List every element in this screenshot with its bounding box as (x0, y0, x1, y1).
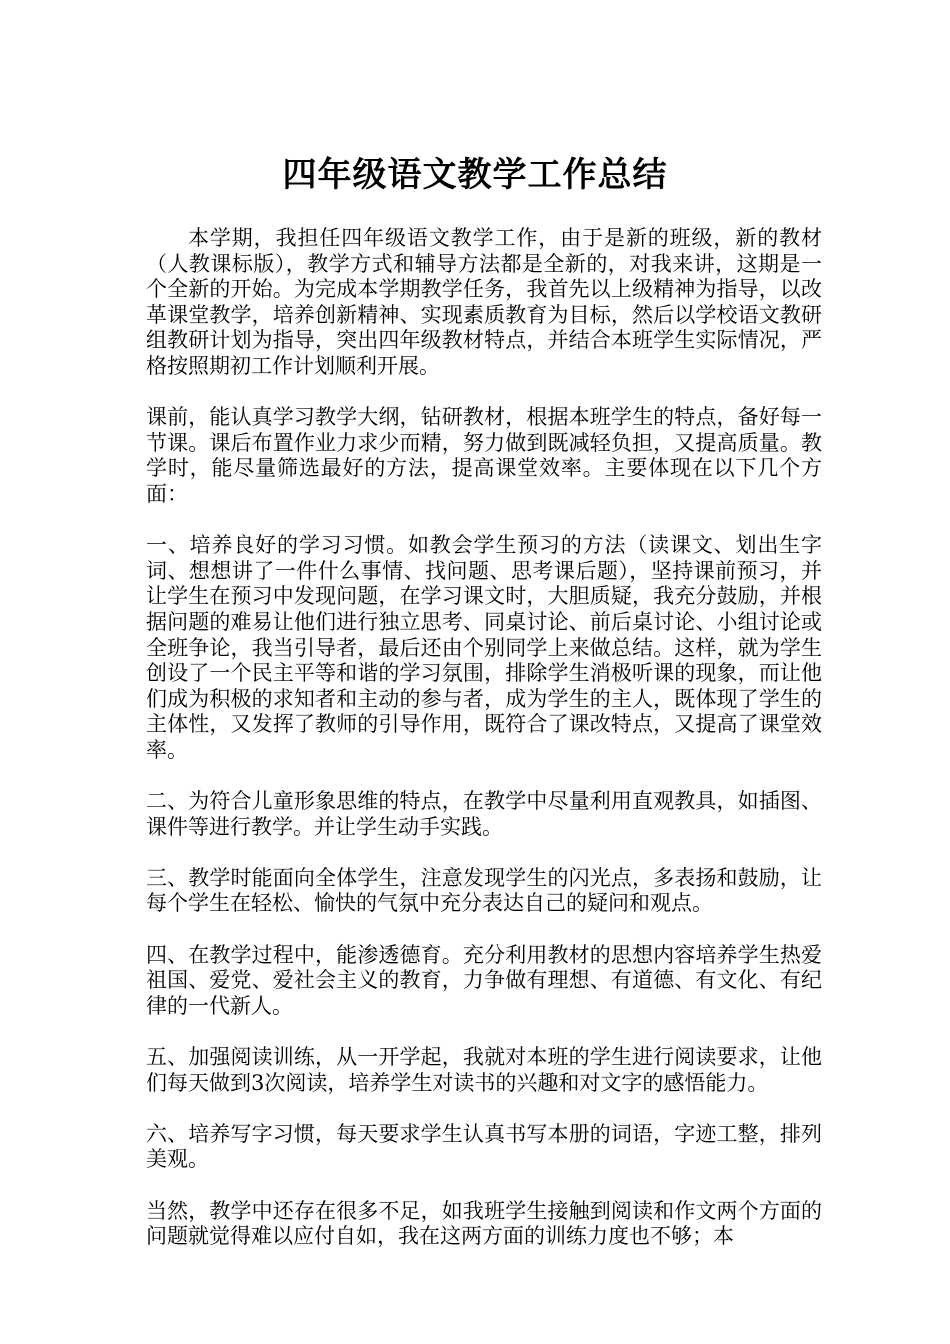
paragraph-point-2: 二、为符合儿童形象思维的特点，在教学中尽量利用直观教具，如插图、课件等进行教学。并让学生动手实践。 (146, 789, 822, 839)
paragraph-point-5: 五、加强阅读训练，从一开学起，我就对本班的学生进行阅读要求，让他们每天做到3次阅读，培养学生对读书的兴趣和对文字的感悟能力。 (146, 1045, 822, 1095)
paragraph-shortcomings: 当然，教学中还存在很多不足，如我班学生接触到阅读和作文两个方面的问题就觉得难以应付自如，我在这两方面的训练力度也不够；本 (146, 1198, 822, 1249)
document-body (146, 226, 822, 1275)
paragraph-point-1: 一、培养良好的学习习惯。如教会学生预习的方法（读课文、划出生字词、想想讲了一件什么事情、找问题、思考课后题），坚持课前预习，并让学生在预习中发现问题，在学习课文时，大胆质疑，我充分鼓励，并根据问题的难易让他们进行独立思考、同桌讨论、前后桌讨论、小组讨论或全班争论，我当引导者，最后还由个别同学上来做总结。这样，就为学生创设了一个民主平等和谐的学习氛围，排除学生消极听课的现象，而让他们成为积极的求知者和主动的参与者，成为学生的主人，既体现了学生的主体性，又发挥了教师的引导作用，既符合了课改特点，又提高了课堂效率。 (146, 533, 822, 762)
paragraph-intro: 本学期，我担任四年级语文教学工作，由于是新的班级，新的教材（人教课标版），教学方式和辅导方法都是全新的，对我来讲，这期是一个全新的开始。为完成本学期教学任务，我首先以上级精神为指导，以改革课堂教学，培养创新精神、实现素质教育为目标，然后以学校语文教研组教研计划为指导，突出四年级教材特点，并结合本班学生实际情况，严格按照期初工作计划顺利开展。 (146, 226, 822, 378)
paragraph-point-3: 三、教学时能面向全体学生，注意发现学生的闪光点，多表扬和鼓励，让每个学生在轻松、愉快的气氛中充分表达自己的疑问和观点。 (146, 865, 822, 916)
paragraph-point-6: 六、培养写字习惯，每天要求学生认真书写本册的词语，字迹工整，排列美观。 (146, 1121, 822, 1172)
document-title: 四年级语文教学工作总结 (282, 155, 668, 195)
paragraph-preparation: 课前，能认真学习教学大纲，钻研教材，根据本班学生的特点，备好每一节课。课后布置作业力求少而精，努力做到既减轻负担，又提高质量。教学时，能尽量筛选最好的方法，提高课堂效率。主要体现在以下几个方面： (146, 405, 822, 506)
paragraph-point-4: 四、在教学过程中，能渗透德育。充分利用教材的思想内容培养学生热爱祖国、爱党、爱社会主义的教育，力争做有理想、有道德、有文化、有纪律的一代新人。 (146, 942, 822, 1018)
